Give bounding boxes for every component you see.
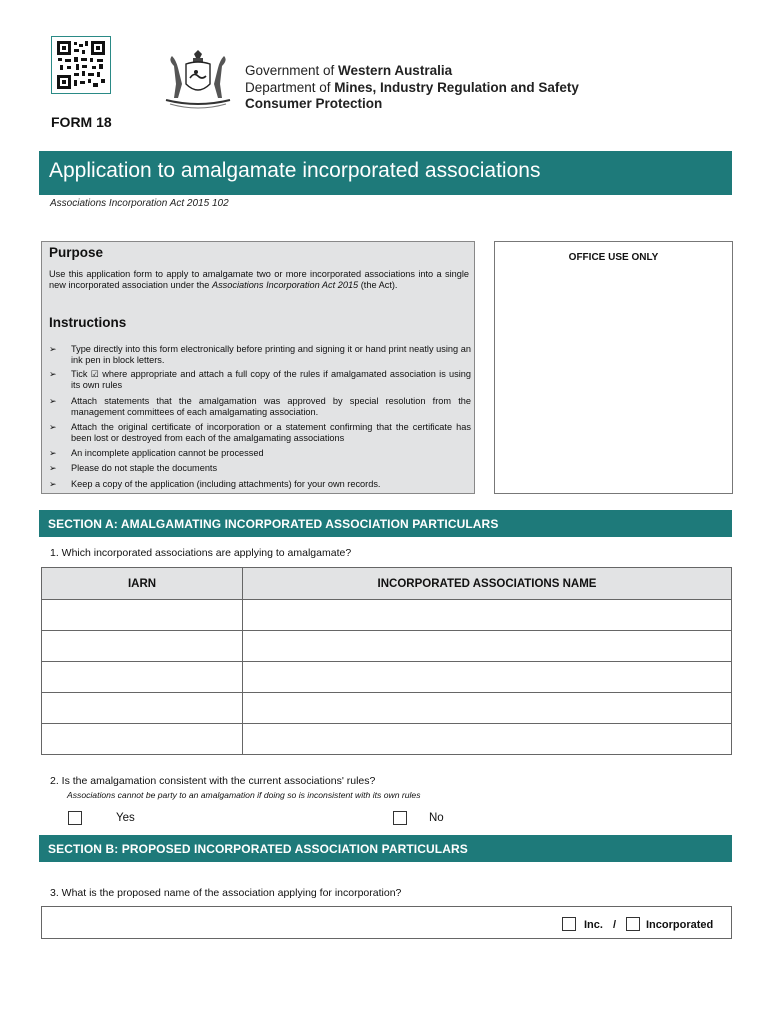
no-label: No xyxy=(429,812,444,824)
section-a-heading: SECTION A: AMALGAMATING INCORPORATED ASSOCIATION PARTICULARS xyxy=(48,517,499,531)
qr-code-icon xyxy=(57,41,105,89)
act-reference: Associations Incorporation Act 2015 102 xyxy=(50,198,229,209)
bullet-icon: ➢ xyxy=(49,479,57,489)
section-b-bar xyxy=(39,835,732,862)
iarn-header: IARN xyxy=(42,568,243,600)
table-row xyxy=(42,600,732,631)
table-row xyxy=(42,693,732,724)
table-header-row xyxy=(42,568,732,600)
purpose-instructions-box xyxy=(41,241,475,494)
agency-block xyxy=(245,63,579,113)
association-name-cell[interactable] xyxy=(243,631,732,662)
yes-label: Yes xyxy=(116,812,135,824)
iarn-cell[interactable] xyxy=(42,600,243,631)
association-name-cell[interactable] xyxy=(243,724,732,755)
bullet-icon: ➢ xyxy=(49,448,57,458)
purpose-text: Use this application form to apply to amalgamate two or more incorporated associations into a single new incorporated association under the Associations Incorporation Act 2015 (the Act). xyxy=(49,269,469,291)
association-name-cell[interactable] xyxy=(243,693,732,724)
bullet-icon: ➢ xyxy=(49,463,57,473)
association-name-header: INCORPORATED ASSOCIATIONS NAME xyxy=(243,568,732,600)
table-row xyxy=(42,662,732,693)
instruction-item: Attach statements that the amalgamation was approved by special resolution from the management committees of each amalgamating association. xyxy=(71,396,471,418)
instructions-heading: Instructions xyxy=(49,315,127,330)
bullet-icon: ➢ xyxy=(49,344,57,354)
coat-of-arms xyxy=(160,50,236,112)
section-a-bar xyxy=(39,510,732,537)
government-line: Government of Western Australia xyxy=(245,63,453,78)
incorporated-checkbox[interactable] xyxy=(626,917,640,931)
inc-checkbox[interactable] xyxy=(562,917,576,931)
section-b-heading: SECTION B: PROPOSED INCORPORATED ASSOCIATION PARTICULARS xyxy=(48,842,468,856)
instruction-item: Type directly into this form electronically before printing and signing it or hand print neatly using an ink pen in block letters. xyxy=(71,344,471,366)
instruction-item: Tick ☑ where appropriate and attach a full copy of the rules if amalgamated association is using its own rules xyxy=(71,369,471,391)
page-title: Application to amalgamate incorporated associations xyxy=(49,159,541,182)
bullet-icon: ➢ xyxy=(49,369,57,379)
question-3: 3. What is the proposed name of the association applying for incorporation? xyxy=(50,887,402,899)
question-1: 1. Which incorporated associations are applying to amalgamate? xyxy=(50,547,352,559)
instruction-item: An incomplete application cannot be processed xyxy=(71,448,264,458)
yes-checkbox[interactable] xyxy=(68,811,82,825)
inc-separator: / xyxy=(613,919,617,931)
instruction-item: Please do not staple the documents xyxy=(71,463,218,473)
bullet-icon: ➢ xyxy=(49,422,57,432)
iarn-cell[interactable] xyxy=(42,693,243,724)
iarn-cell[interactable] xyxy=(42,724,243,755)
table-row xyxy=(42,724,732,755)
association-name-cell[interactable] xyxy=(243,600,732,631)
purpose-heading: Purpose xyxy=(49,245,104,260)
proposed-name-field[interactable] xyxy=(41,906,732,939)
title-bar xyxy=(39,151,732,195)
table-row xyxy=(42,631,732,662)
iarn-cell[interactable] xyxy=(42,631,243,662)
inc-label: Inc. xyxy=(584,919,603,931)
instruction-item: Attach the original certificate of incorporation or a statement confirming that the certificate has been lost or destroyed from each of the amalgamating associations xyxy=(71,422,471,444)
incorporated-label: Incorporated xyxy=(646,919,714,931)
no-checkbox[interactable] xyxy=(393,811,407,825)
division-line: Consumer Protection xyxy=(245,96,383,111)
question-2-note: Associations cannot be party to an amalgamation if doing so is inconsistent with its own rules xyxy=(67,790,421,800)
association-name-cell[interactable] xyxy=(243,662,732,693)
office-use-label: OFFICE USE ONLY xyxy=(568,252,659,263)
question-2: 2. Is the amalgamation consistent with the current associations' rules? xyxy=(50,775,376,787)
department-line: Department of Mines, Industry Regulation and Safety xyxy=(245,79,579,95)
associations-table xyxy=(41,567,732,755)
wa-coat-of-arms-icon xyxy=(160,50,236,112)
form-number: FORM 18 xyxy=(51,114,112,130)
instruction-item: Keep a copy of the application (including attachments) for your own records. xyxy=(71,479,381,489)
office-use-box xyxy=(494,241,733,494)
qr-code xyxy=(51,36,111,94)
bullet-icon: ➢ xyxy=(49,396,57,406)
iarn-cell[interactable] xyxy=(42,662,243,693)
